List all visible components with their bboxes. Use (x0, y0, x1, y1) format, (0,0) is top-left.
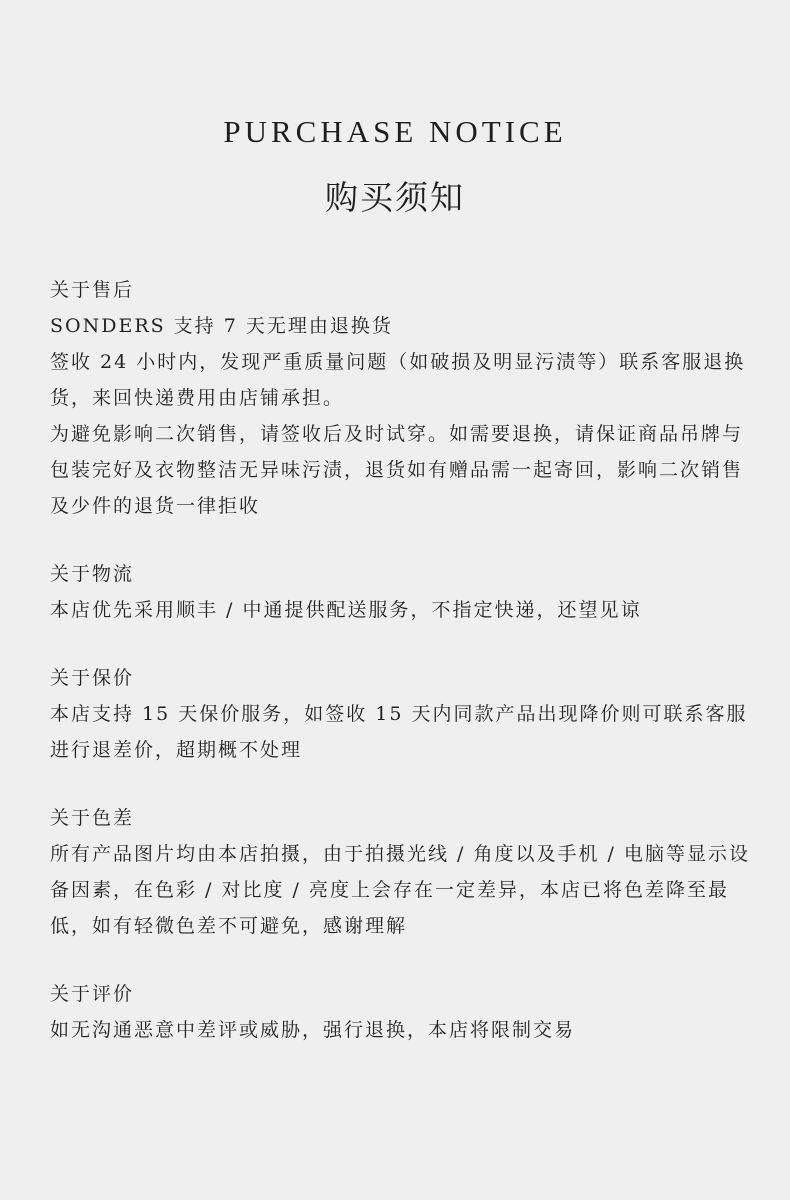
section-heading-reviews: 关于评价 (50, 983, 135, 1005)
section-logistics (50, 556, 750, 628)
notice-content (50, 272, 750, 1080)
logistics-paragraph: 本店优先采用顺丰 / 中通提供配送服务，不指定快递，还望见谅 (50, 599, 642, 621)
after-sales-return-conditions: 为避免影响二次销售，请签收后及时试穿。如需要退换，请保证商品吊牌与包装完好及衣物整洁无异味污渍，退货如有赠品需一起寄回，影响二次销售及少件的退货一律拒收 (50, 423, 744, 517)
section-price-protection (50, 660, 750, 768)
section-color-difference (50, 800, 750, 944)
section-heading-price-protection: 关于保价 (50, 667, 135, 689)
section-heading-color-difference: 关于色差 (50, 807, 135, 829)
color-difference-paragraph: 所有产品图片均由本店拍摄，由于拍摄光线 / 角度以及手机 / 电脑等显示设备因素，在色彩 / 对比度 / 亮度上会存在一定差异，本店已将色差降至最低，如有轻微色差不可避免，感谢理解 (50, 843, 750, 937)
page-title-english: PURCHASE NOTICE (223, 114, 567, 149)
reviews-paragraph: 如无沟通恶意中差评或威胁，强行退换，本店将限制交易 (50, 1019, 576, 1041)
page-title-chinese: 购买须知 (325, 178, 465, 217)
section-after-sales (50, 272, 750, 524)
section-reviews (50, 976, 750, 1048)
after-sales-quality-issues: 签收 24 小时内，发现严重质量问题（如破损及明显污渍等）联系客服退换货，来回快递费用由店铺承担。 (50, 351, 746, 409)
section-heading-after-sales: 关于售后 (50, 279, 135, 301)
price-protection-paragraph: 本店支持 15 天保价服务，如签收 15 天内同款产品出现降价则可联系客服进行退差价，超期概不处理 (50, 703, 748, 761)
section-heading-logistics: 关于物流 (50, 563, 135, 585)
after-sales-return-policy: SONDERS 支持 7 天无理由退换货 (50, 315, 393, 337)
